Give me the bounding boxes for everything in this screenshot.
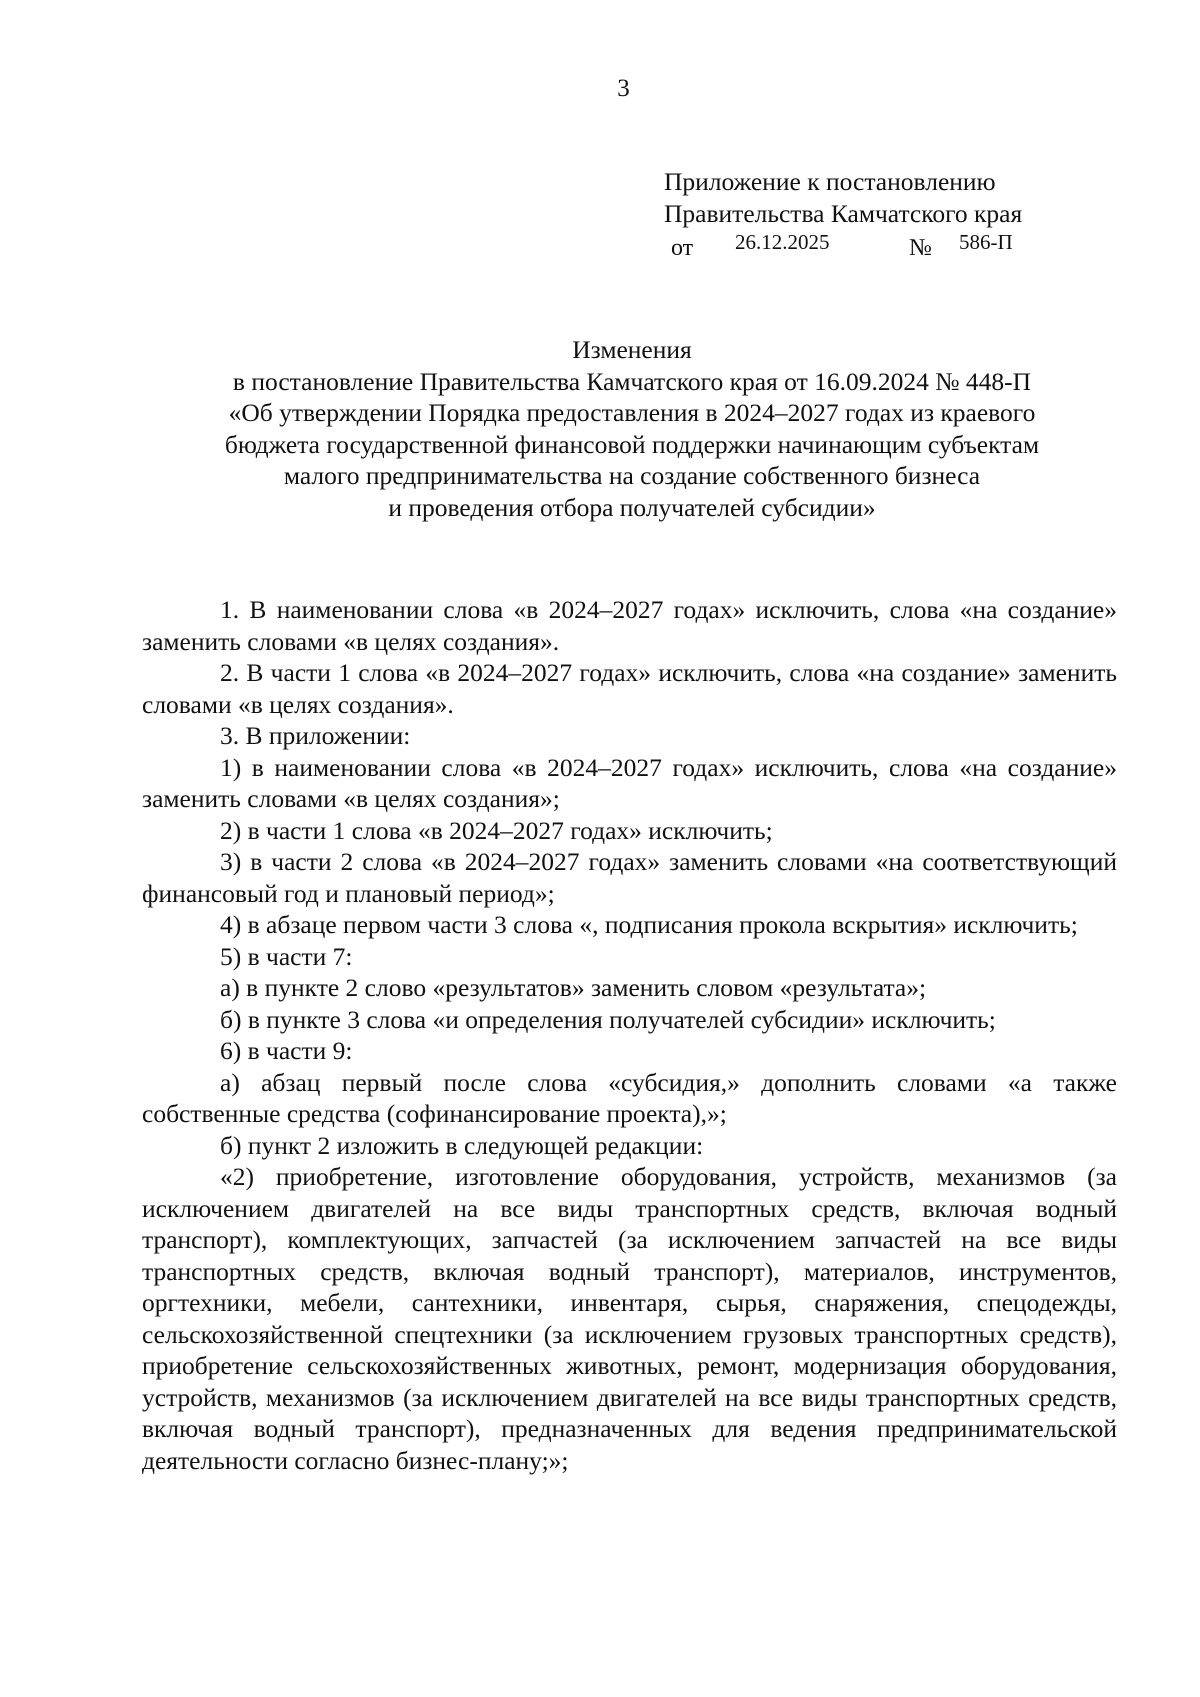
list-item-3-4: 4) в абзаце первом части 3 слова «, подписания прокола вскрытия» исключить; — [220, 910, 1078, 939]
paragraph-1: 1. В наименовании слова «в 2024–2027 годах» исключить, слова «на создание» заменить словами «в целях создания». — [142, 595, 1117, 656]
list-item-3-1: 1) в наименовании слова «в 2024–2027 годах» исключить, слова «на создание» заменить словами «в целях создания»; — [142, 752, 1117, 813]
list-item-3-2: 2) в части 1 слова «в 2024–2027 годах» исключить; — [220, 815, 773, 845]
title-line: в постановление Правительства Камчатского края от 16.09.2024 № 448-П — [232, 366, 1032, 396]
title-line: и проведения отбора получателей субсидии» — [388, 492, 876, 522]
sub-item-6-b: б) пункт 2 изложить в следующей редакции: — [220, 1130, 704, 1160]
appendix-line-1: Приложение к постановлению — [664, 167, 996, 196]
appendix-block — [664, 166, 1022, 260]
paragraph-2: 2. В части 1 слова «в 2024–2027 годах» исключить, слова «на создание» заменить словами «в целях создания». — [142, 658, 1117, 719]
document-title — [150, 334, 1114, 523]
title-heading: Изменения — [572, 335, 692, 364]
sub-item-5-a: а) в пункте 2 слово «результатов» заменить словом «результата»; — [220, 973, 927, 1002]
title-line: малого предпринимательства на создание собственного бизнеса — [283, 461, 981, 490]
date-prefix: от — [671, 235, 694, 261]
sub-item-6-a: а) абзац первый после слова «субсидия,» дополнить словами «а также собственные средства (софинансирование проекта),»; — [142, 1067, 1117, 1128]
new-item-2-text: «2) приобретение, изготовление оборудования, устройств, механизмов (за исключением двигателей на все виды транспортных средств, включая водный транспорт), комплектующих, запчастей (за исключением запчастей на все виды транспортных средств, включая водный транспорт), материалов, инструментов, оргтехники, мебели, сантехники, инвентаря, сырья, снаряжения, спецодежды, сельскохозяйственной спецтехники (за исключением грузовых транспортных средств), приобретение сельскохозяйственных животных, ремонт, модернизация оборудования, устройств, механизмов (за исключением двигателей на все виды транспортных средств, включая водный транспорт), предназначенных для ведения предпринимательской деятельности согласно бизнес-плану;»; — [142, 1162, 1117, 1475]
number-sign: № — [909, 235, 932, 261]
list-item-3-5: 5) в части 7: — [220, 941, 353, 971]
resolution-date: 26.12.2025 — [735, 230, 830, 254]
sub-item-5-b: б) в пункте 3 слова «и определения получателей субсидии» исключить; — [220, 1004, 996, 1034]
appendix-line-2: Правительства Камчатского края — [664, 199, 1023, 228]
resolution-number: 586-П — [959, 230, 1013, 254]
appendix-date-row — [664, 230, 1022, 260]
title-line: бюджета государственной финансовой поддержки начинающим субъектам — [224, 429, 1040, 459]
title-line: «Об утверждении Порядка предоставления в 2024–2027 годах из краевого — [228, 398, 1036, 427]
list-item-3-6: 6) в части 9: — [220, 1036, 353, 1065]
paragraph-3: 3. В приложении: — [220, 721, 411, 750]
page-number: 3 — [617, 75, 630, 102]
document-body — [142, 594, 1117, 1476]
list-item-3-3: 3) в части 2 слова «в 2024–2027 годах» заменить словами «на соответствующий финансовый год и плановый период»; — [142, 847, 1117, 908]
